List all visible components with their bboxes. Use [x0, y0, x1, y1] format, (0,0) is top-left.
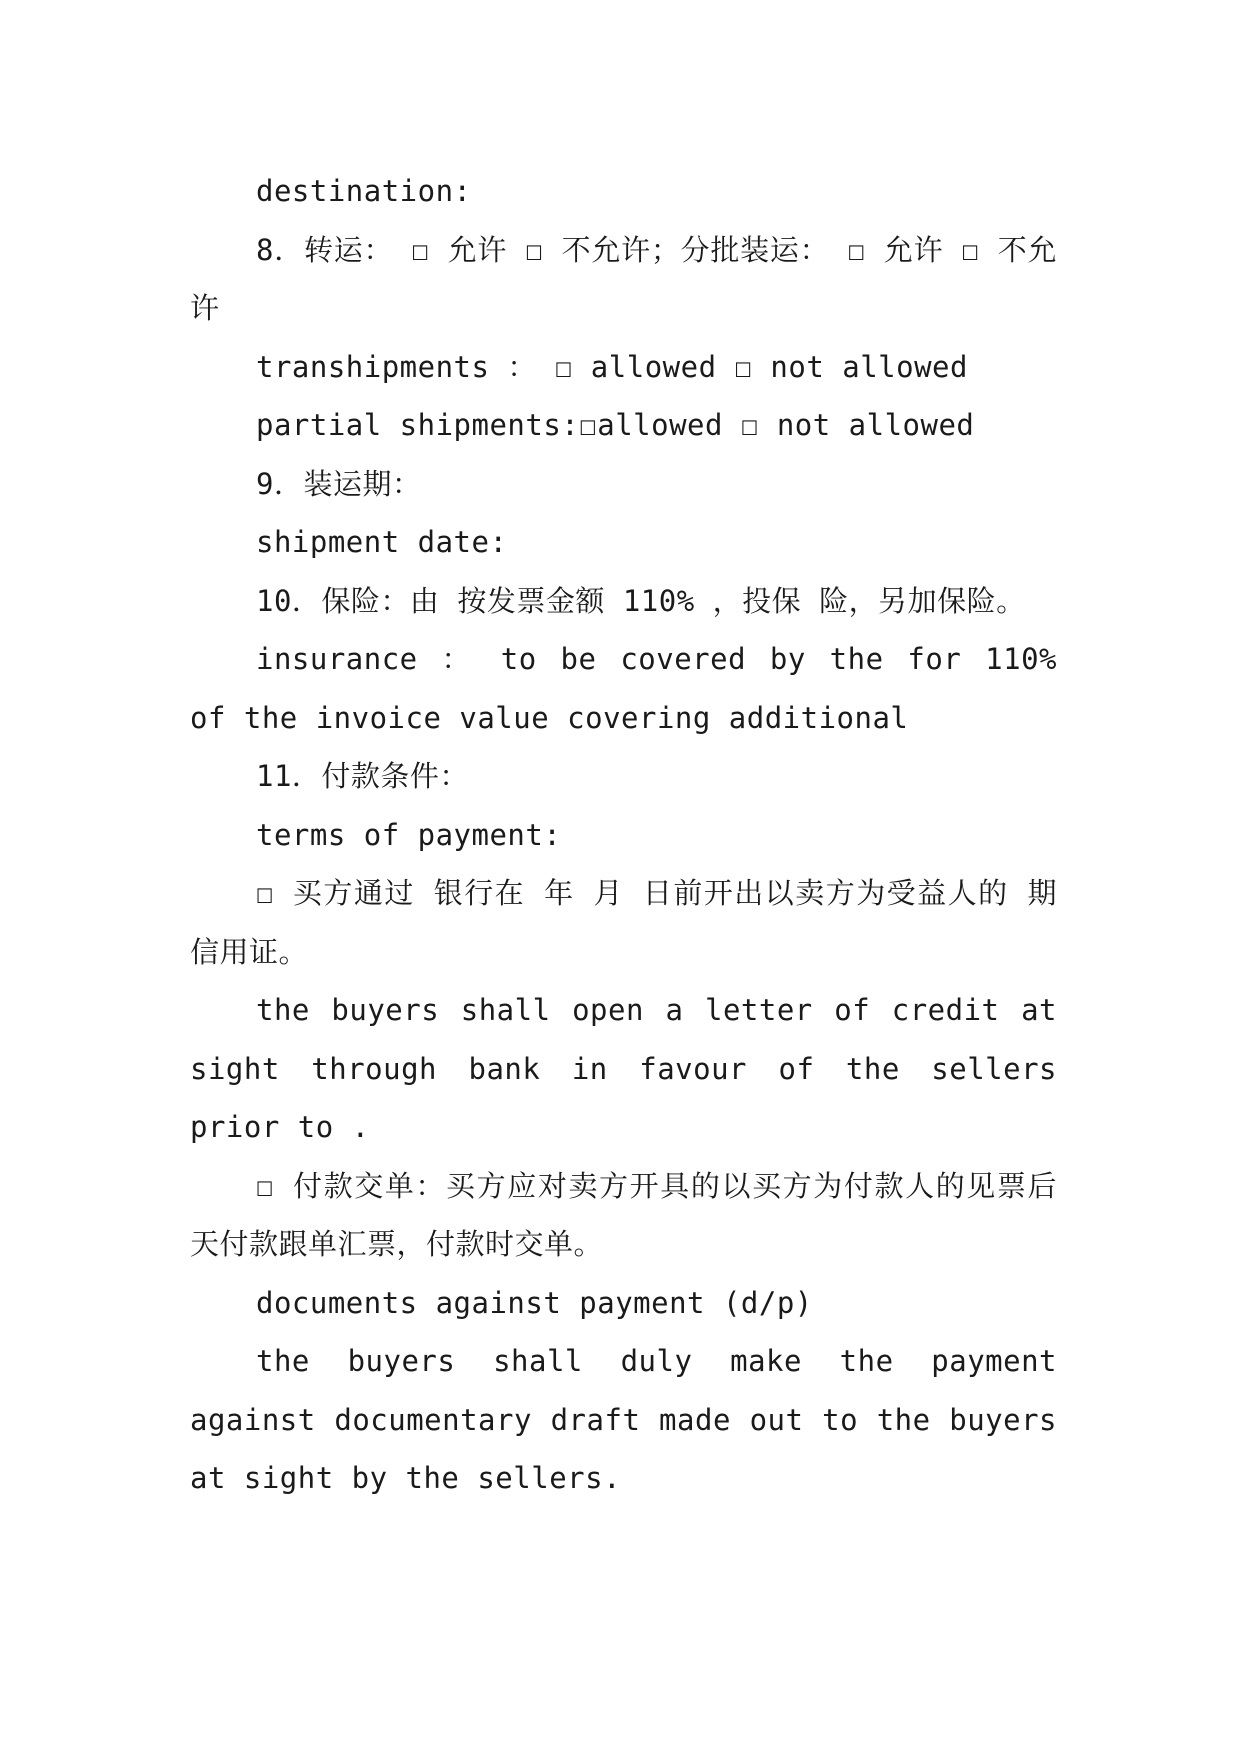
- paragraph-transshipment-cn: 8．转运： ☐ 允许 ☐ 不允许；分批装运： ☐ 允许 ☐ 不允许: [190, 232, 1057, 325]
- contract-text: [190, 162, 1057, 1508]
- paragraph-letter-of-credit-en: the buyers shall open a letter of credit at sight through bank in favour of the sellers prior to .: [190, 993, 1057, 1144]
- paragraph-dp-cn: ☐ 付款交单：买方应对卖方开具的以买方为付款人的见票后 天付款跟单汇票，付款时交单。: [190, 1168, 1057, 1261]
- paragraph-transshipments-en: transhipments ： ☐ allowed ☐ not allowed: [256, 349, 968, 384]
- paragraph-partial-shipments-en: partial shipments:☐allowed ☐ not allowed: [256, 408, 975, 442]
- paragraph-destination: destination:: [256, 174, 472, 208]
- paragraph-insurance-en: insurance ： to be covered by the for 110% of the invoice value covering additional: [190, 642, 1057, 735]
- paragraph-shipment-date-en: shipment date:: [256, 525, 508, 559]
- paragraph-shipment-period-cn: 9．装运期：: [256, 466, 422, 501]
- paragraph-dp-title-en: documents against payment (d/p): [256, 1285, 813, 1320]
- paragraph-payment-terms-en: terms of payment:: [256, 817, 562, 852]
- paragraph-insurance-cn: 10．保险：由 按发票金额 110% ，投保 险，另加保险。: [256, 583, 1026, 618]
- paragraph-dp-en: the buyers shall duly make the payment against documentary draft made out to the buyers at sight by the sellers.: [190, 1344, 1057, 1495]
- paragraph-letter-of-credit-cn: ☐ 买方通过 银行在 年 月 日前开出以卖方为受益人的 期信用证。: [190, 876, 1057, 969]
- paragraph-payment-terms-cn: 11．付款条件：: [256, 759, 469, 793]
